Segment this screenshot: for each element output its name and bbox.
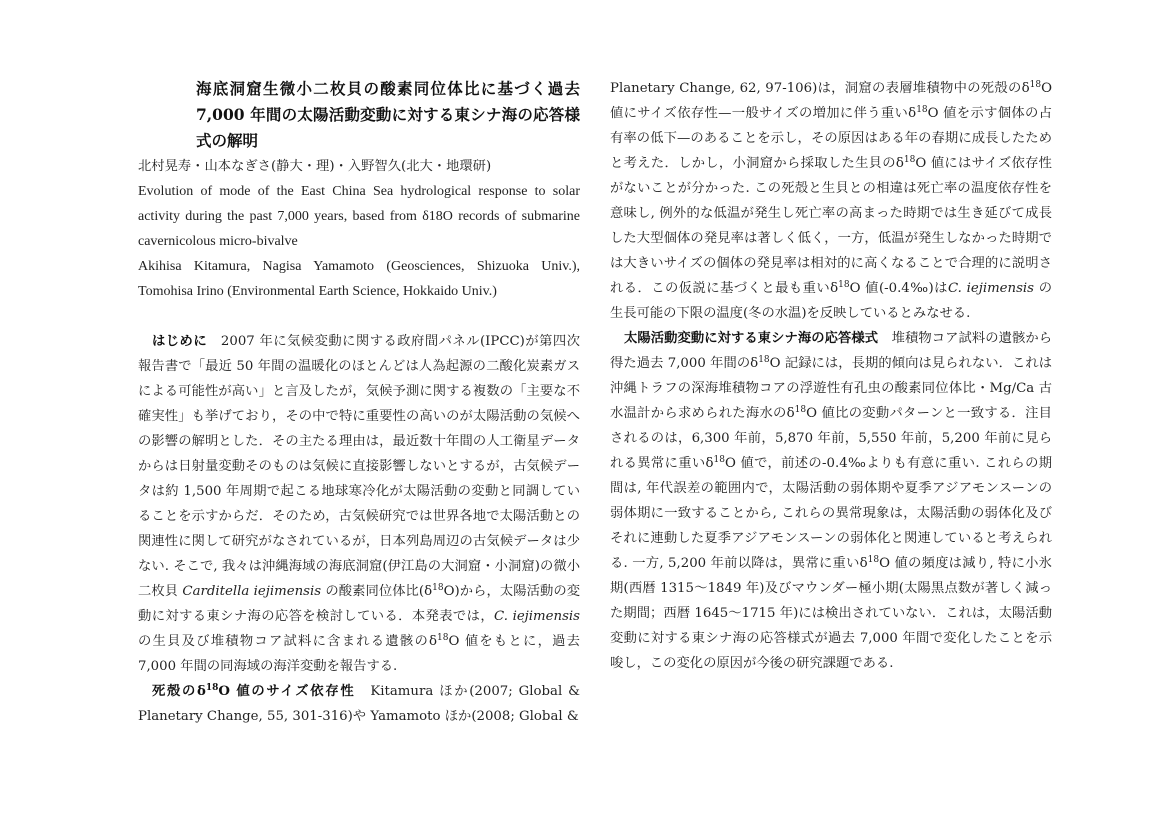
size-text: O 値にはサイズ依存性がないことが分かった. この死殻と生貝との相違は死亡率の温度依存性を意味し, 例外的な低温が発生し死亡率の高まった時期では生き延びて成長した大型個体の発見率は著しく低く，一方，低温が発生しなかった時期では大きいサイズの個体の発見率は相対的に高くなることで合理的に説明される．この仮説に基づくと最も重いδ (610, 156, 1052, 296)
isotope-superscript: 18 (903, 155, 916, 165)
response-text: 堆積物コア試料の遺骸から得た過去 7,000 年間のδ (610, 331, 1053, 371)
isotope-superscript: 18 (205, 683, 219, 693)
size-text: Kitamura ほか(2007; Global & Planetary Change, 55, 301-316)や Yamamoto ほか(2008; Global & (138, 684, 580, 724)
species-name: C. iejimensis (947, 281, 1035, 296)
authors-japanese: 北村晃寿・山本なぎさ(静大・理)・入野智久(北大・地環研) (138, 159, 492, 174)
isotope-superscript: 18 (1029, 80, 1042, 90)
size-paragraph-start (138, 679, 580, 729)
right-column (610, 76, 1052, 676)
isotope-superscript: 18 (713, 455, 725, 465)
size-text: の生長可能の下限の温度(冬の水温)を反映しているとみなせる. (610, 281, 1053, 321)
species-name: C. iejimensis (494, 609, 581, 624)
isotope-superscript: 18 (794, 405, 807, 415)
english-title-text: Evolution of mode of the East China Sea hydrological response to solar activity during the past 7,000 years, based from δ18O records of submarine cavernicolous micro-bivalve (138, 184, 580, 249)
size-heading-text: 死殻のδ (152, 684, 206, 699)
size-paragraph-continued (610, 76, 1052, 326)
isotope-superscript: 18 (432, 583, 444, 593)
spacer (138, 304, 580, 329)
intro-text: の生貝及び堆積物コア試料に含まれる遺骸のδ (138, 634, 437, 649)
intro-text: 2007 年に気候変動に関する政府間パネル(IPCC)が第四次報告書で「最近 50 年間の温暖化のほとんどは人為起源の二酸化炭素ガスによる可能性が高い」と言及したが，気候予測に関する複数の「主要な不確実性」も挙げており，その中で特に重要性の高いのが太陽活動の気候への影響の解明とした．その主たる理由は，最近数十年間の人工衛星データからは日射量変動そのものは気候に直接影響しないとするが，古気候データは約 1,500 年周期で起こる地球寒冷化が太陽活動の変動と同調していることを示すからだ．そのため，古気候研究では世界各地で太陽活動との関連性に関して研究がなされているが，日本列島周辺の古気候データは少ない. そこで, 我々は沖縄海域の海底洞窟(伊江島の大洞窟・小洞窟)の微小二枚貝 (138, 334, 580, 599)
left-column (138, 76, 580, 729)
isotope-superscript: 18 (758, 355, 770, 365)
isotope-superscript: 18 (916, 105, 928, 115)
response-heading: 太陽活動変動に対する東シナ海の応答様式 (624, 331, 879, 346)
authors-english: Akihisa Kitamura, Nagisa Yamamoto (Geosciences, Shizuoka Univ.), Tomohisa Irino (Environmental Earth Science, Hokkaido Univ.) (138, 259, 580, 299)
isotope-superscript: 18 (437, 633, 449, 643)
paper-title: 海底洞窟生微小二枚貝の酸素同位体比に基づく過去7,000 年間の太陽活動変動に対する東シナ海の応答様式の解明 (196, 79, 580, 150)
size-text: O 値(-0.4‰)は (849, 281, 948, 296)
size-text: O 値にサイズ依存性—一般サイズの増加に伴う重いδ (610, 81, 1052, 121)
size-text: Planetary Change, 62, 97-106)は，洞窟の表層堆積物中の死殻のδ (610, 81, 1030, 96)
response-text: O 値で，前述の-0.4‰よりも有意に重い. これらの期間は, 年代誤差の範囲内で，太陽活動の弱体期や夏季アジアモンスーンの弱体期に一致することから, これらの異常現象は，太陽活動の弱体化及びそれに連動した夏季アジアモンスーンの弱体化と関連していると考えられる. 一方, 5,200 年前以降は，異常に重いδ (610, 456, 1053, 571)
intro-text: O)から，太陽活動の変動に対する東シナ海の応答を検討している．本発表では， (138, 584, 580, 624)
isotope-superscript: 18 (838, 280, 850, 290)
intro-paragraph (138, 329, 580, 679)
response-text: O 値比の変動パターンと一致する．注目されるのは，6,300 年前，5,870 年前，5,550 年前，5,200 年前に見られる異常に重いδ (610, 406, 1052, 471)
intro-text: の酸素同位体比(δ (325, 584, 433, 599)
response-text: O 値の頻度は減り, 特に小氷期(西暦 1315〜1849 年)及びマウンダー極小期(太陽黒点数が著しく減った期間；西暦 1645〜1715 年)には検出されていない．これは，太陽活動変動に対する東シナ海の応答様式が過去 7,000 年間で変化したことを示唆し，この変化の原因が今後の研究課題である. (610, 556, 1052, 671)
size-text: O 値を示す個体の占有率の低下—のあることを示し，その原因はある年の春期に成長したためと考えた．しかし，小洞窟から採取した生貝のδ (610, 106, 1052, 171)
intro-text: O 値をもとに，過去 7,000 年間の同海域の海洋変動を報告する. (138, 634, 580, 674)
response-paragraph (610, 326, 1052, 676)
size-heading-text: O 値のサイズ依存性 (218, 684, 356, 699)
size-heading (152, 684, 355, 699)
intro-heading: はじめに (152, 334, 208, 349)
species-name: Carditella iejimensis (182, 584, 322, 599)
response-text: O 記録には，長期的傾向は見られない．これは沖縄トラフの深海堆積物コアの浮遊性有孔虫の酸素同位体比・Mg/Ca 古水温計から求められた海水のδ (610, 356, 1052, 421)
isotope-superscript: 18 (867, 555, 880, 565)
english-title (138, 179, 580, 254)
